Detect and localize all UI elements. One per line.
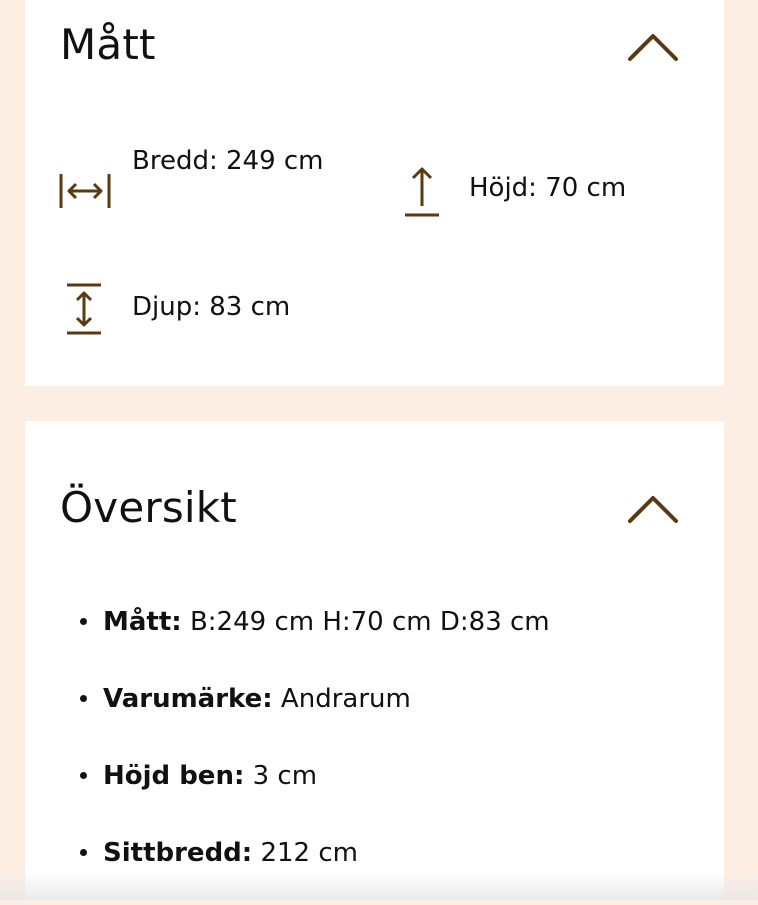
bullet (80, 772, 87, 779)
bullet (80, 618, 87, 625)
width-label: Bredd: 249 cm (132, 146, 324, 176)
spec-key: Varumärke: (103, 684, 273, 714)
spec-key: Mått: (103, 607, 182, 637)
spec-value: Andrarum (272, 684, 411, 714)
spec-value: 3 cm (244, 761, 318, 791)
overview-card (25, 421, 724, 900)
spec-list (77, 597, 550, 905)
depth-label: Djup: 83 cm (132, 292, 291, 322)
spec-item (77, 674, 550, 751)
bullet (80, 695, 87, 702)
spec-item (77, 751, 550, 828)
chevron-up-icon[interactable] (626, 492, 680, 526)
height-arrow-icon (403, 164, 441, 218)
scroll-fade (0, 872, 758, 900)
depth-arrows-icon (65, 282, 103, 336)
overview-title: Översikt (60, 483, 237, 532)
chevron-up-icon[interactable] (626, 30, 680, 64)
height-label: Höjd: 70 cm (469, 173, 627, 203)
bullet (80, 849, 87, 856)
spec-value: 212 cm (252, 838, 358, 868)
spec-item (77, 597, 550, 674)
spec-key: Höjd ben: (103, 761, 245, 791)
width-arrows-icon (58, 170, 112, 212)
spec-key: Sittbredd: (103, 838, 253, 868)
dimensions-title: Mått (60, 20, 156, 69)
dimensions-card (25, 0, 724, 386)
spec-value: B:249 cm H:70 cm D:83 cm (181, 607, 550, 637)
